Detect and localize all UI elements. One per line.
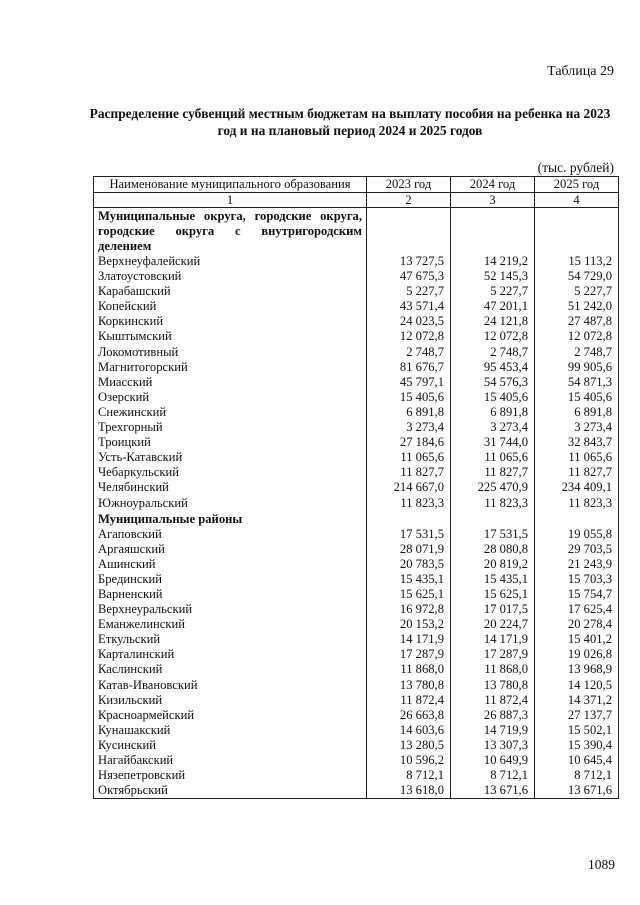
value-2025: 54 729,0 [535, 269, 619, 284]
value-2023: 13 618,0 [367, 783, 451, 799]
value-2025: 14 371,2 [535, 693, 619, 708]
value-2025: 19 026,8 [535, 647, 619, 662]
value-2024: 11 868,0 [451, 662, 535, 677]
value-2024: 10 649,9 [451, 753, 535, 768]
value-2023: 24 023,5 [367, 314, 451, 329]
value-2024: 17 531,5 [451, 527, 535, 542]
value-2025: 15 754,7 [535, 587, 619, 602]
table-row [94, 557, 619, 572]
column-number-1: 1 [94, 193, 367, 208]
value-2024: 13 307,3 [451, 738, 535, 753]
value-2024: 8 712,1 [451, 768, 535, 783]
value-2025: 11 823,3 [535, 496, 619, 511]
table-row [94, 390, 619, 405]
municipality-name: Копейский [94, 299, 367, 314]
value-2025: 17 625,4 [535, 602, 619, 617]
municipality-name: Южноуральский [94, 496, 367, 511]
value-2024: 13 671,6 [451, 783, 535, 799]
value-2024: 54 576,3 [451, 375, 535, 390]
value-2023: 81 676,7 [367, 360, 451, 375]
value-2025: 11 065,6 [535, 450, 619, 465]
table-row [94, 284, 619, 299]
value-2023: 13 780,8 [367, 678, 451, 693]
municipality-name: Агаповский [94, 527, 367, 542]
value-2023: 13 727,5 [367, 254, 451, 269]
column-number-3: 3 [451, 193, 535, 208]
value-2023: 16 972,8 [367, 602, 451, 617]
table-row [94, 602, 619, 617]
value-2025: 15 390,4 [535, 738, 619, 753]
table-row [94, 480, 619, 495]
table-row [94, 405, 619, 420]
value-2023: 2 748,7 [367, 345, 451, 360]
value-2023: 45 797,1 [367, 375, 451, 390]
value-2024: 52 145,3 [451, 269, 535, 284]
value-2023: 28 071,9 [367, 542, 451, 557]
municipality-name: Брединский [94, 572, 367, 587]
table-row [94, 345, 619, 360]
value-2023: 43 571,4 [367, 299, 451, 314]
table-row [94, 542, 619, 557]
column-number-2: 2 [367, 193, 451, 208]
table-row [94, 269, 619, 284]
value-2025: 15 401,2 [535, 632, 619, 647]
value-2025: 54 871,3 [535, 375, 619, 390]
value-2024: 14 219,2 [451, 254, 535, 269]
municipality-name: Варненский [94, 587, 367, 602]
column-header-2023: 2023 год [367, 177, 451, 193]
value-2023: 8 712,1 [367, 768, 451, 783]
value-2025: 27 487,8 [535, 314, 619, 329]
table-label: Таблица 29 [547, 64, 614, 79]
value-2024: 3 273,4 [451, 420, 535, 435]
value-2025: 12 072,8 [535, 329, 619, 344]
municipality-name: Усть-Катавский [94, 450, 367, 465]
municipality-name: Верхнеуральский [94, 602, 367, 617]
table-row [94, 465, 619, 480]
value-2025: 15 405,6 [535, 390, 619, 405]
value-2023: 14 171,9 [367, 632, 451, 647]
value-2024: 28 080,8 [451, 542, 535, 557]
value-2023: 15 405,6 [367, 390, 451, 405]
value-2024: 17 017,5 [451, 602, 535, 617]
value-2023: 11 823,3 [367, 496, 451, 511]
municipality-name: Магнитогорский [94, 360, 367, 375]
municipality-name: Снежинский [94, 405, 367, 420]
column-number-row [94, 193, 619, 208]
table-row [94, 375, 619, 390]
value-2023: 17 531,5 [367, 527, 451, 542]
value-2025: 3 273,4 [535, 420, 619, 435]
value-2024: 47 201,1 [451, 299, 535, 314]
municipality-name: Кунашакский [94, 723, 367, 738]
value-2024: 12 072,8 [451, 329, 535, 344]
table-row [94, 768, 619, 783]
value-2025: 15 502,1 [535, 723, 619, 738]
table-row [94, 617, 619, 632]
value-2023: 10 596,2 [367, 753, 451, 768]
value-2025: 29 703,5 [535, 542, 619, 557]
value-2024: 15 625,1 [451, 587, 535, 602]
value-2023: 20 783,5 [367, 557, 451, 572]
value-2025: 99 905,6 [535, 360, 619, 375]
value-2023: 3 273,4 [367, 420, 451, 435]
value-2023: 26 663,8 [367, 708, 451, 723]
value-2025: 10 645,4 [535, 753, 619, 768]
municipality-name: Карталинский [94, 647, 367, 662]
table-row [94, 329, 619, 344]
empty-cell [535, 511, 619, 527]
municipality-name: Карабашский [94, 284, 367, 299]
section-header-row [94, 511, 619, 527]
table-row [94, 587, 619, 602]
value-2023: 11 868,0 [367, 662, 451, 677]
municipality-name: Еткульский [94, 632, 367, 647]
value-2024: 14 171,9 [451, 632, 535, 647]
table-row [94, 647, 619, 662]
municipality-name: Кизильский [94, 693, 367, 708]
table-row [94, 662, 619, 677]
municipality-name: Кусинский [94, 738, 367, 753]
table-row [94, 420, 619, 435]
value-2024: 11 827,7 [451, 465, 535, 480]
table-row [94, 572, 619, 587]
table-row [94, 783, 619, 799]
value-2024: 20 224,7 [451, 617, 535, 632]
value-2025: 51 242,0 [535, 299, 619, 314]
section-title: Муниципальные районы [94, 511, 367, 527]
municipality-name: Трехгорный [94, 420, 367, 435]
municipality-name: Троицкий [94, 435, 367, 450]
value-2024: 5 227,7 [451, 284, 535, 299]
municipality-name: Нязепетровский [94, 768, 367, 783]
header-row [94, 177, 619, 193]
municipality-name: Нагайбакский [94, 753, 367, 768]
table-row [94, 496, 619, 511]
table-row [94, 314, 619, 329]
empty-cell [367, 208, 451, 255]
value-2024: 11 823,3 [451, 496, 535, 511]
municipality-name: Челябинский [94, 480, 367, 495]
value-2024: 225 470,9 [451, 480, 535, 495]
column-header-2025: 2025 год [535, 177, 619, 193]
municipality-name: Верхнеуфалейский [94, 254, 367, 269]
value-2023: 11 872,4 [367, 693, 451, 708]
value-2024: 2 748,7 [451, 345, 535, 360]
municipality-name: Красноармейский [94, 708, 367, 723]
municipality-name: Катав-Ивановский [94, 678, 367, 693]
municipality-name: Ашинский [94, 557, 367, 572]
page-number: 1089 [588, 857, 615, 872]
value-2023: 17 287,9 [367, 647, 451, 662]
table-row [94, 632, 619, 647]
value-2024: 15 405,6 [451, 390, 535, 405]
value-2023: 27 184,6 [367, 435, 451, 450]
municipality-name: Миасский [94, 375, 367, 390]
table-row [94, 450, 619, 465]
value-2025: 6 891,8 [535, 405, 619, 420]
empty-cell [451, 208, 535, 255]
value-2025: 14 120,5 [535, 678, 619, 693]
value-2024: 6 891,8 [451, 405, 535, 420]
value-2024: 20 819,2 [451, 557, 535, 572]
value-2023: 12 072,8 [367, 329, 451, 344]
column-header-2024: 2024 год [451, 177, 535, 193]
table-row [94, 299, 619, 314]
table-row [94, 708, 619, 723]
units-label: (тыс. рублей) [537, 160, 614, 175]
column-number-4: 4 [535, 193, 619, 208]
value-2024: 15 435,1 [451, 572, 535, 587]
section-header-row [94, 208, 619, 255]
municipality-name: Златоустовский [94, 269, 367, 284]
value-2023: 214 667,0 [367, 480, 451, 495]
municipality-name: Локомотивный [94, 345, 367, 360]
municipality-name: Чебаркульский [94, 465, 367, 480]
table-row [94, 254, 619, 269]
value-2025: 15 703,3 [535, 572, 619, 587]
municipality-name: Коркинский [94, 314, 367, 329]
table-row [94, 693, 619, 708]
value-2025: 19 055,8 [535, 527, 619, 542]
value-2025: 32 843,7 [535, 435, 619, 450]
value-2024: 24 121,8 [451, 314, 535, 329]
value-2025: 8 712,1 [535, 768, 619, 783]
value-2025: 20 278,4 [535, 617, 619, 632]
value-2024: 17 287,9 [451, 647, 535, 662]
value-2023: 5 227,7 [367, 284, 451, 299]
value-2023: 47 675,3 [367, 269, 451, 284]
value-2025: 11 827,7 [535, 465, 619, 480]
value-2025: 27 137,7 [535, 708, 619, 723]
empty-cell [451, 511, 535, 527]
value-2025: 21 243,9 [535, 557, 619, 572]
value-2024: 31 744,0 [451, 435, 535, 450]
value-2023: 6 891,8 [367, 405, 451, 420]
table-body [94, 208, 619, 799]
table-row [94, 678, 619, 693]
value-2025: 13 671,6 [535, 783, 619, 799]
value-2025: 5 227,7 [535, 284, 619, 299]
document-title: Распределение субвенций местным бюджетам на выплату пособия на ребенка на 2023 год и на плановый период 2024 и 2025 годов [89, 106, 611, 138]
municipality-name: Еманжелинский [94, 617, 367, 632]
subsidy-table [93, 176, 619, 799]
table-header [94, 177, 619, 208]
section-title: Муниципальные округа, городские округа, городские округа с внутригородским делением [94, 208, 367, 255]
value-2025: 13 968,9 [535, 662, 619, 677]
value-2023: 13 280,5 [367, 738, 451, 753]
value-2023: 14 603,6 [367, 723, 451, 738]
column-header-name: Наименование муниципального образования [94, 177, 367, 193]
empty-cell [367, 511, 451, 527]
table-row [94, 435, 619, 450]
value-2025: 15 113,2 [535, 254, 619, 269]
municipality-name: Озерский [94, 390, 367, 405]
municipality-name: Аргаяшский [94, 542, 367, 557]
value-2023: 11 065,6 [367, 450, 451, 465]
value-2025: 234 409,1 [535, 480, 619, 495]
value-2024: 11 872,4 [451, 693, 535, 708]
table-row [94, 723, 619, 738]
value-2023: 20 153,2 [367, 617, 451, 632]
value-2024: 26 887,3 [451, 708, 535, 723]
value-2024: 95 453,4 [451, 360, 535, 375]
value-2024: 13 780,8 [451, 678, 535, 693]
value-2023: 15 625,1 [367, 587, 451, 602]
municipality-name: Каслинский [94, 662, 367, 677]
empty-cell [535, 208, 619, 255]
table-row [94, 753, 619, 768]
value-2023: 15 435,1 [367, 572, 451, 587]
table-row [94, 360, 619, 375]
municipality-name: Кыштымский [94, 329, 367, 344]
municipality-name: Октябрьский [94, 783, 367, 799]
table-row [94, 527, 619, 542]
value-2025: 2 748,7 [535, 345, 619, 360]
value-2023: 11 827,7 [367, 465, 451, 480]
value-2024: 11 065,6 [451, 450, 535, 465]
value-2024: 14 719,9 [451, 723, 535, 738]
table-row [94, 738, 619, 753]
